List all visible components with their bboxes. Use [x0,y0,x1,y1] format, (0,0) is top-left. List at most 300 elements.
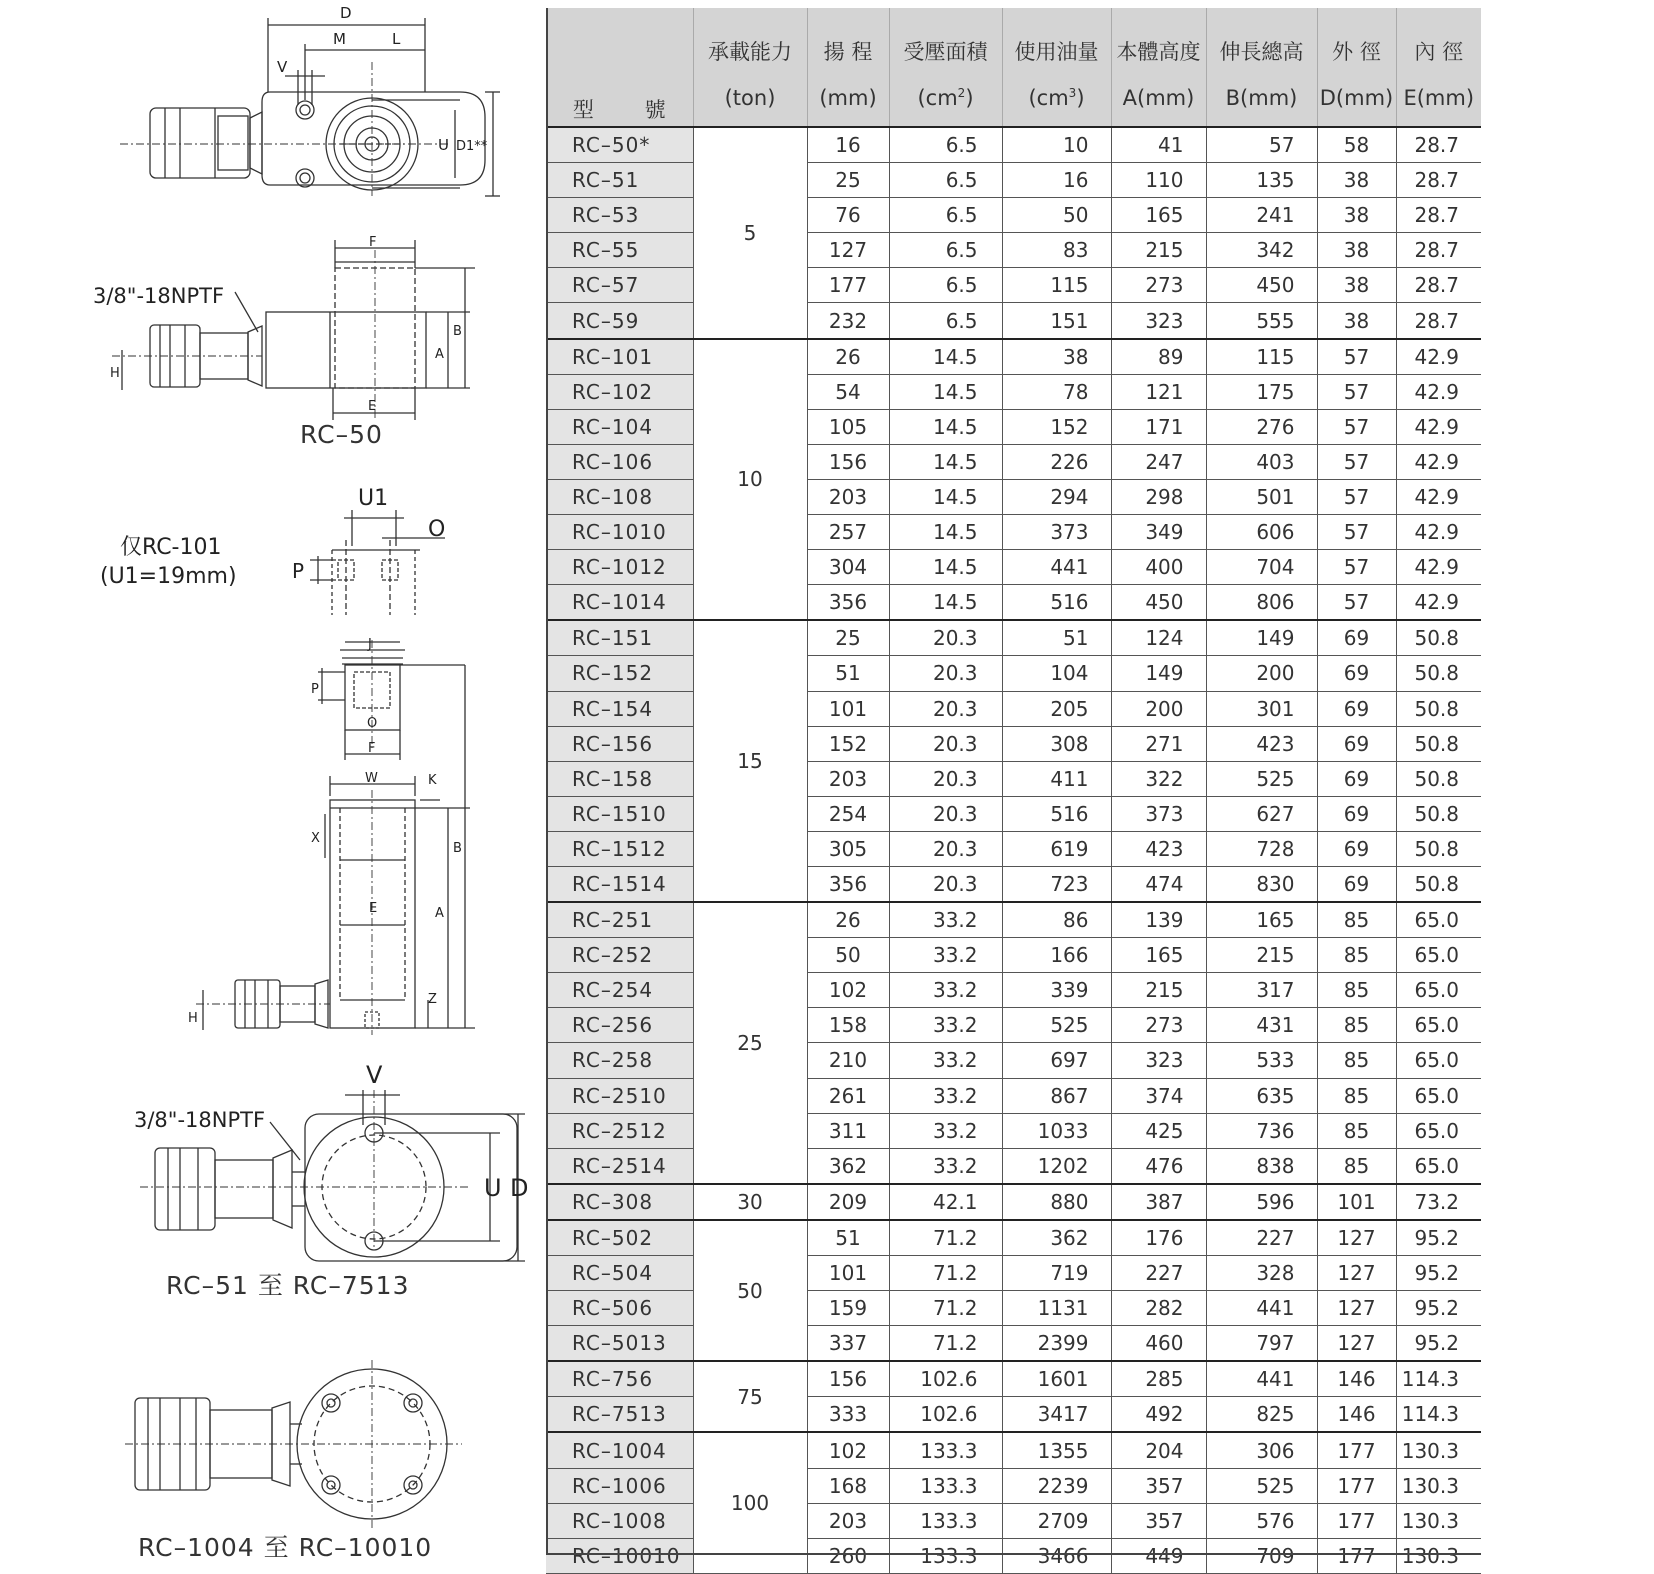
value-cell: 2239 [1002,1468,1111,1503]
table-row [546,866,1481,902]
table-row [546,902,1481,938]
value-cell: 78 [1002,374,1111,409]
dim-label: U [484,1174,502,1202]
value-cell: 25 [807,163,889,198]
value-cell: 130.3 [1396,1538,1481,1573]
value-cell: 305 [807,831,889,866]
value-cell: 14.5 [889,444,1002,479]
value-cell: 127 [1317,1256,1396,1291]
model-cell: RC–254 [546,973,693,1008]
value-cell: 357 [1111,1468,1206,1503]
value-cell: 1601 [1002,1361,1111,1397]
table-row [546,1113,1481,1148]
value-cell: 171 [1111,409,1206,444]
value-cell: 33.2 [889,1078,1002,1113]
value-cell: 411 [1002,761,1111,796]
table-row [546,1361,1481,1397]
value-cell: 516 [1002,796,1111,831]
value-cell: 42.9 [1396,444,1481,479]
dim-label: H [188,1011,198,1026]
value-cell: 719 [1002,1256,1111,1291]
value-cell: 1033 [1002,1113,1111,1148]
value-cell: 38 [1317,198,1396,233]
value-cell: 441 [1206,1291,1317,1326]
value-cell: 57 [1206,127,1317,163]
value-cell: 146 [1317,1397,1396,1433]
value-cell: 26 [807,902,889,938]
value-cell: 166 [1002,938,1111,973]
value-cell: 50.8 [1396,656,1481,691]
header-height-b: 伸長總高 [1206,8,1317,68]
model-cell: RC–756 [546,1361,693,1397]
value-cell: 2399 [1002,1326,1111,1362]
value-cell: 51 [1002,620,1111,656]
value-cell: 308 [1002,726,1111,761]
model-cell: RC–1014 [546,585,693,621]
value-cell: 156 [807,1361,889,1397]
value-cell: 85 [1317,902,1396,938]
capacity-cell: 75 [693,1361,807,1432]
value-cell: 241 [1206,198,1317,233]
model-cell: RC–506 [546,1291,693,1326]
value-cell: 20.3 [889,796,1002,831]
model-cell: RC–1514 [546,866,693,902]
table-row [546,1220,1481,1256]
value-cell: 6.5 [889,303,1002,339]
value-cell: 1355 [1002,1432,1111,1468]
model-cell: RC–106 [546,444,693,479]
value-cell: 25 [807,620,889,656]
rc50-top-view [120,18,500,196]
table-row [546,198,1481,233]
value-cell: 6.5 [889,127,1002,163]
unit-capacity: (ton) [693,68,807,127]
dim-label: X [311,831,320,846]
value-cell: 65.0 [1396,973,1481,1008]
value-cell: 200 [1111,691,1206,726]
value-cell: 20.3 [889,726,1002,761]
value-cell: 322 [1111,761,1206,796]
capacity-cell: 30 [693,1184,807,1220]
value-cell: 175 [1206,374,1317,409]
note-rc101: 仅RC-101 [120,535,222,560]
table-row [546,163,1481,198]
thread-label: 3/8"-18NPTF [93,284,225,308]
model-cell: RC–502 [546,1220,693,1256]
value-cell: 57 [1317,585,1396,621]
table-row [546,1326,1481,1362]
value-cell: 830 [1206,866,1317,902]
unit-outer: D(mm) [1317,68,1396,127]
table-row [546,938,1481,973]
value-cell: 104 [1002,656,1111,691]
value-cell: 149 [1206,620,1317,656]
value-cell: 373 [1111,796,1206,831]
value-cell: 709 [1206,1538,1317,1573]
value-cell: 165 [1206,902,1317,938]
caption-rc50: RC–50 [300,420,383,449]
model-cell: RC–251 [546,902,693,938]
model-cell: RC–108 [546,479,693,514]
value-cell: 306 [1206,1432,1317,1468]
value-cell: 41 [1111,127,1206,163]
dim-label: F [369,235,377,250]
dim-label: D1** [456,139,488,154]
value-cell: 159 [807,1291,889,1326]
value-cell: 273 [1111,268,1206,303]
value-cell: 323 [1111,1043,1206,1078]
value-cell: 226 [1002,444,1111,479]
model-cell: RC–256 [546,1008,693,1043]
drawings-svg [0,0,545,1557]
value-cell: 374 [1111,1078,1206,1113]
value-cell: 121 [1111,374,1206,409]
value-cell: 110 [1111,163,1206,198]
value-cell: 51 [807,656,889,691]
value-cell: 328 [1206,1256,1317,1291]
value-cell: 127 [1317,1326,1396,1362]
value-cell: 200 [1206,656,1317,691]
table-row [546,127,1481,163]
value-cell: 165 [1111,198,1206,233]
value-cell: 152 [807,726,889,761]
model-cell: RC–101 [546,339,693,375]
value-cell: 311 [807,1113,889,1148]
value-cell: 50.8 [1396,796,1481,831]
value-cell: 127 [807,233,889,268]
value-cell: 501 [1206,479,1317,514]
value-cell: 301 [1206,691,1317,726]
dim-label: A [435,347,444,362]
value-cell: 95.2 [1396,1291,1481,1326]
value-cell: 65.0 [1396,938,1481,973]
value-cell: 65.0 [1396,902,1481,938]
value-cell: 65.0 [1396,1148,1481,1184]
model-cell: RC–57 [546,268,693,303]
value-cell: 71.2 [889,1256,1002,1291]
value-cell: 525 [1206,761,1317,796]
value-cell: 3417 [1002,1397,1111,1433]
value-cell: 6.5 [889,198,1002,233]
value-cell: 356 [807,866,889,902]
value-cell: 16 [807,127,889,163]
value-cell: 342 [1206,233,1317,268]
value-cell: 14.5 [889,409,1002,444]
rc15-side-view [196,665,475,1035]
model-cell: RC–5013 [546,1326,693,1362]
value-cell: 1202 [1002,1148,1111,1184]
value-cell: 65.0 [1396,1043,1481,1078]
value-cell: 806 [1206,585,1317,621]
value-cell: 38 [1002,339,1111,375]
table-row [546,1468,1481,1503]
value-cell: 450 [1206,268,1317,303]
value-cell: 261 [807,1078,889,1113]
value-cell: 474 [1111,866,1206,902]
value-cell: 73.2 [1396,1184,1481,1220]
value-cell: 50 [807,938,889,973]
value-cell: 282 [1111,1291,1206,1326]
dim-label: D [510,1174,529,1202]
model-cell: RC–1012 [546,550,693,585]
value-cell: 158 [807,1008,889,1043]
capacity-cell: 15 [693,620,807,902]
value-cell: 42.9 [1396,585,1481,621]
model-cell: RC–1006 [546,1468,693,1503]
value-cell: 635 [1206,1078,1317,1113]
table-row [546,444,1481,479]
dim-label: D [340,4,352,22]
dim-label: U1 [358,486,389,511]
rc1004-top-view [125,1360,462,1530]
value-cell: 127 [1317,1291,1396,1326]
value-cell: 69 [1317,620,1396,656]
table-row [546,796,1481,831]
value-cell: 441 [1206,1361,1317,1397]
value-cell: 130.3 [1396,1503,1481,1538]
model-cell: RC–2514 [546,1148,693,1184]
header-stroke: 揚 程 [807,8,889,68]
value-cell: 102 [807,1432,889,1468]
value-cell: 362 [1002,1220,1111,1256]
model-cell: RC–156 [546,726,693,761]
value-cell: 492 [1111,1397,1206,1433]
value-cell: 95.2 [1396,1326,1481,1362]
value-cell: 50.8 [1396,726,1481,761]
header-model: 型 號 [546,8,693,127]
table-header [546,8,1481,127]
value-cell: 69 [1317,761,1396,796]
value-cell: 28.7 [1396,303,1481,339]
value-cell: 476 [1111,1148,1206,1184]
value-cell: 205 [1002,691,1111,726]
table-row [546,339,1481,375]
header-area: 受壓面積 [889,8,1002,68]
table-row [546,1256,1481,1291]
table-row [546,1397,1481,1433]
value-cell: 57 [1317,339,1396,375]
value-cell: 33.2 [889,973,1002,1008]
unit-area [889,68,1002,127]
dim-label: A [435,906,444,921]
dim-label: E [368,399,377,414]
value-cell: 139 [1111,902,1206,938]
header-outer: 外 徑 [1317,8,1396,68]
value-cell: 323 [1111,303,1206,339]
value-cell: 69 [1317,691,1396,726]
table-row [546,1503,1481,1538]
caption-rc51: RC–51 至 RC–7513 [166,1271,410,1300]
table-row [546,1291,1481,1326]
value-cell: 425 [1111,1113,1206,1148]
value-cell: 209 [807,1184,889,1220]
value-cell: 298 [1111,479,1206,514]
value-cell: 57 [1317,515,1396,550]
value-cell: 42.9 [1396,409,1481,444]
value-cell: 215 [1111,233,1206,268]
value-cell: 20.3 [889,656,1002,691]
value-cell: 373 [1002,515,1111,550]
value-cell: 85 [1317,973,1396,1008]
value-cell: 130.3 [1396,1432,1481,1468]
value-cell: 130.3 [1396,1468,1481,1503]
value-cell: 65.0 [1396,1113,1481,1148]
model-cell: RC–2510 [546,1078,693,1113]
value-cell: 115 [1002,268,1111,303]
table-row [546,479,1481,514]
value-cell: 825 [1206,1397,1317,1433]
table-row [546,1078,1481,1113]
value-cell: 460 [1111,1326,1206,1362]
value-cell: 596 [1206,1184,1317,1220]
value-cell: 50.8 [1396,620,1481,656]
dim-label: W [365,771,378,786]
table-body [546,127,1481,1573]
value-cell: 50.8 [1396,691,1481,726]
table-row [546,1148,1481,1184]
value-cell: 271 [1111,726,1206,761]
value-cell: 28.7 [1396,127,1481,163]
value-cell: 423 [1206,726,1317,761]
dim-label: F [368,741,376,756]
value-cell: 38 [1317,233,1396,268]
dim-label: P [292,559,305,583]
value-cell: 260 [807,1538,889,1573]
model-cell: RC–154 [546,691,693,726]
value-cell: 86 [1002,902,1111,938]
model-cell: RC–158 [546,761,693,796]
value-cell: 14.5 [889,339,1002,375]
value-cell: 204 [1111,1432,1206,1468]
value-cell: 20.3 [889,831,1002,866]
table-row [546,973,1481,1008]
value-cell: 441 [1002,550,1111,585]
value-cell: 215 [1206,938,1317,973]
model-cell: RC–102 [546,374,693,409]
unit-area-close: ) [965,86,974,110]
value-cell: 85 [1317,1043,1396,1078]
value-cell: 69 [1317,831,1396,866]
value-cell: 555 [1206,303,1317,339]
value-cell: 33.2 [889,902,1002,938]
value-cell: 576 [1206,1503,1317,1538]
value-cell: 16 [1002,163,1111,198]
value-cell: 114.3 [1396,1361,1481,1397]
table-row [546,1432,1481,1468]
value-cell: 28.7 [1396,198,1481,233]
value-cell: 85 [1317,1078,1396,1113]
value-cell: 276 [1206,409,1317,444]
value-cell: 133.3 [889,1432,1002,1468]
value-cell: 33.2 [889,938,1002,973]
rc15-head-detail [318,640,465,760]
value-cell: 38 [1317,268,1396,303]
value-cell: 124 [1111,620,1206,656]
value-cell: 203 [807,479,889,514]
model-cell: RC–104 [546,409,693,444]
thread-label: 3/8"-18NPTF [134,1108,266,1132]
value-cell: 101 [807,1256,889,1291]
model-cell: RC–53 [546,198,693,233]
table-row [546,1008,1481,1043]
value-cell: 431 [1206,1008,1317,1043]
value-cell: 273 [1111,1008,1206,1043]
header-oil: 使用油量 [1002,8,1111,68]
value-cell: 203 [807,761,889,796]
table-row [546,620,1481,656]
dim-label: V [277,58,288,76]
value-cell: 177 [807,268,889,303]
value-cell: 28.7 [1396,268,1481,303]
capacity-cell: 100 [693,1432,807,1573]
value-cell: 76 [807,198,889,233]
dim-label: P [311,682,319,697]
value-cell: 51 [807,1220,889,1256]
value-cell: 42.9 [1396,515,1481,550]
value-cell: 403 [1206,444,1317,479]
value-cell: 127 [1317,1220,1396,1256]
value-cell: 95.2 [1396,1220,1481,1256]
value-cell: 6.5 [889,163,1002,198]
note-u1: (U1=19mm) [100,564,237,589]
value-cell: 101 [807,691,889,726]
value-cell: 83 [1002,233,1111,268]
value-cell: 42.9 [1396,339,1481,375]
unit-area-sup: 2 [957,86,966,100]
value-cell: 867 [1002,1078,1111,1113]
value-cell: 58 [1317,127,1396,163]
value-cell: 210 [807,1043,889,1078]
value-cell: 627 [1206,796,1317,831]
value-cell: 85 [1317,938,1396,973]
dim-label: B [453,324,462,339]
unit-oil-close: ) [1076,86,1085,110]
caption-rc1004: RC–1004 至 RC–10010 [138,1533,433,1562]
table-row [546,1184,1481,1220]
model-cell: RC–7513 [546,1397,693,1433]
value-cell: 33.2 [889,1148,1002,1184]
dim-label: O [428,517,446,542]
value-cell: 165 [1111,938,1206,973]
model-cell: RC–152 [546,656,693,691]
value-cell: 177 [1317,1538,1396,1573]
value-cell: 736 [1206,1113,1317,1148]
model-cell: RC–2512 [546,1113,693,1148]
value-cell: 533 [1206,1043,1317,1078]
model-cell: RC–308 [546,1184,693,1220]
unit-height-a: A(mm) [1111,68,1206,127]
value-cell: 20.3 [889,691,1002,726]
table-row [546,515,1481,550]
capacity-cell: 10 [693,339,807,621]
dim-label: V [366,1061,383,1089]
value-cell: 176 [1111,1220,1206,1256]
value-cell: 102 [807,973,889,1008]
value-cell: 177 [1317,1432,1396,1468]
value-cell: 85 [1317,1113,1396,1148]
model-cell: RC–1008 [546,1503,693,1538]
table-row [546,656,1481,691]
value-cell: 423 [1111,831,1206,866]
value-cell: 71.2 [889,1326,1002,1362]
value-cell: 135 [1206,163,1317,198]
unit-oil [1002,68,1111,127]
value-cell: 254 [807,796,889,831]
table-row [546,1538,1481,1573]
value-cell: 6.5 [889,233,1002,268]
model-cell: RC–1512 [546,831,693,866]
value-cell: 257 [807,515,889,550]
